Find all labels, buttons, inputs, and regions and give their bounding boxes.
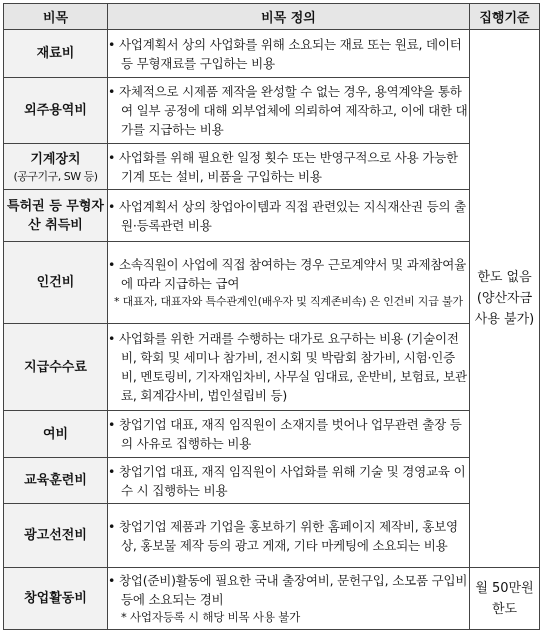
criteria-general: 한도 없음 (양산자금 사용 불가): [470, 30, 540, 568]
table-header-row: [4, 4, 540, 30]
item-name: 여비: [4, 411, 108, 458]
table-row: [4, 190, 540, 242]
item-name: 광고선전비: [4, 504, 108, 568]
item-definition: [108, 458, 470, 504]
item-definition: [108, 504, 470, 568]
item-definition: [108, 324, 470, 411]
header-definition: 비목 정의: [108, 4, 470, 30]
definition-text: • 자체적으로 시제품 제작을 완성할 수 없는 경우, 용역계약을 통하여 일부 공정에 대해 외부업체에 의뢰하여 제작하고, 이에 대한 대가를 지급하는 비용: [108, 84, 468, 137]
item-definition: [108, 568, 470, 630]
table-row: [4, 242, 540, 324]
item-name: [4, 144, 108, 190]
item-name: 외주용역비: [4, 78, 108, 144]
definition-text: • 창업(준비)활동에 필요한 국내 출장여비, 문헌구입, 소모품 구입비 등에 소요되는 경비: [108, 573, 468, 607]
item-name: 특허권 등 무형자산 취득비: [4, 190, 108, 242]
definition-note: * 대표자, 대표자와 특수관계인(배우자 및 직계존비속) 은 인건비 지급 불가: [114, 295, 463, 308]
item-name: 창업활동비: [4, 568, 108, 630]
item-name-sub: (공구기구, SW 등): [13, 169, 98, 183]
item-name-main: 기계장치: [30, 151, 81, 167]
definition-text: • 창업기업 대표, 재직 임직원이 사업화를 위해 기술 및 경영교육 이수 시 집행하는 비용: [108, 463, 466, 498]
item-definition: [108, 190, 470, 242]
table-row: [4, 144, 540, 190]
definition-text: • 사업화를 위해 필요한 일정 횟수 또는 반영구적으로 사용 가능한 기계 또는 설비, 비품을 구입하는 비용: [108, 149, 458, 184]
table-row: [4, 411, 540, 458]
definition-text: • 사업계획서 상의 창업아이템과 직접 관련있는 지식재산권 등의 출원·등록관련 비용: [108, 198, 466, 233]
item-name: 지급수수료: [4, 324, 108, 411]
definition-text: • 창업기업 대표, 재직 임직원이 소재지를 벗어나 업무관련 출장 등의 사유로 집행하는 비용: [108, 417, 462, 451]
table-row: [4, 568, 540, 630]
item-definition: [108, 30, 470, 78]
budget-item-table: [3, 3, 540, 630]
item-name: 교육훈련비: [4, 458, 108, 504]
table-row: [4, 504, 540, 568]
table-row: [4, 78, 540, 144]
definition-text: • 사업화를 위한 거래를 수행하는 대가로 요구하는 비용 (기술이전비, 학회 및 세미나 참가비, 전시회 및 박람회 참가비, 시험·인증비, 멘토링비, 기자재임차비, 사무실 임대료, 운반비, 보험료, 보관료, 회계감사비, 법인설립비 등): [108, 331, 467, 403]
definition-text: • 창업기업 제품과 기업을 홍보하기 위한 홈페이지 제작비, 홍보영상, 홍보물 제작 등의 광고 게재, 기타 마케팅에 소요되는 비용: [108, 518, 458, 553]
table-row: [4, 458, 540, 504]
item-name: 재료비: [4, 30, 108, 78]
header-item: 비목: [4, 4, 108, 30]
criteria-startup-activity: 월 50만원 한도: [470, 568, 540, 630]
definition-text: • 소속직원이 사업에 직접 참여하는 경우 근로계약서 및 과제참여율에 따라 지급하는 급여: [108, 257, 466, 291]
table-row: [4, 30, 540, 78]
definition-text: • 사업계획서 상의 사업화를 위해 소요되는 재료 또는 원료, 데이터 등 무형재료를 구입하는 비용: [108, 36, 462, 71]
item-definition: [108, 411, 470, 458]
definition-note: * 사업자등록 시 해당 비목 사용 불가: [121, 610, 301, 624]
item-definition: [108, 78, 470, 144]
header-criteria: 집행기준: [470, 4, 540, 30]
item-definition: [108, 144, 470, 190]
table-row: [4, 324, 540, 411]
item-definition: [108, 242, 470, 324]
item-name: 인건비: [4, 242, 108, 324]
